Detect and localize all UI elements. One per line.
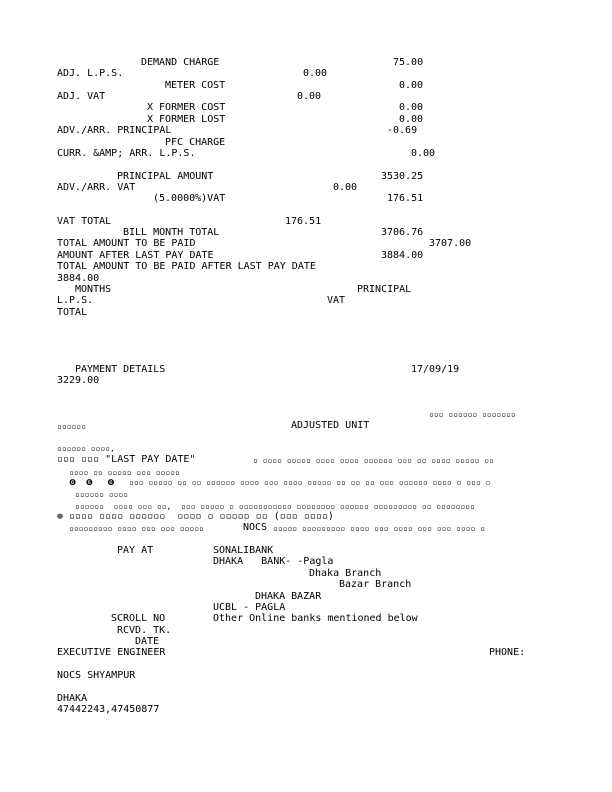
total-after-last-date-value: 3884.00 [57, 273, 100, 284]
office-name: NOCS SHYAMPUR [57, 670, 136, 681]
meter-cost-value: 0.00 [399, 80, 424, 91]
after-last-date-label: AMOUNT AFTER LAST PAY DATE [57, 250, 214, 261]
garbled-line-g: ❁ ▫▫▫▫ ▫▫▫▫ ▫▫▫▫▫▫ ▫▫▫▫ ▫ ▫▫▫▫▫ ▫▫ (▫▫▫ ▫▫▫▫) [57, 511, 334, 522]
garbled-line-h-suffix: ▫▫▫▫▫ ▫▫▫▫▫▫▫▫▫ ▫▫▫▫ ▫▫▫ ▫▫▫▫ ▫▫▫ ▫▫▫ ▫▫▫▫ ▫ [273, 524, 485, 533]
garbled-line-b-suffix: ▫ ▫▫▫▫ ▫▫▫▫▫ ▫▫▫▫ ▫▫▫▫ ▫▫▫▫▫▫ ▫▫▫ ▫▫ ▫▫▫▫ ▫▫▫▫▫ ▫▫ [253, 456, 494, 465]
months-header: MONTHS [75, 284, 112, 295]
total-to-pay-value: 3707.00 [429, 238, 472, 249]
office-phones: 47442243,47450877 [57, 704, 160, 715]
adj-lps-value: 0.00 [303, 68, 328, 79]
bill-month-total-label: BILL MONTH TOTAL [123, 227, 220, 238]
vat-rate-label: (5.0000%)VAT [153, 193, 226, 204]
bank-dhaka-bazar: DHAKA BAZAR [255, 591, 322, 602]
executive-engineer-label: EXECUTIVE ENGINEER [57, 647, 166, 658]
x-former-cost-value: 0.00 [399, 102, 424, 113]
lps-header: L.P.S. [57, 295, 94, 306]
adv-arr-vat-label: ADV./ARR. VAT [57, 182, 136, 193]
scroll-no-label: SCROLL NO [111, 613, 166, 624]
garbled-line-c: ▫▫▫▫ ▫▫ ▫▫▫▫▫ ▫▫▫ ▫▫▫▫▫ [69, 468, 180, 477]
garbled-line-a: ▫▫▫▫▫▫ ▫▫▫▫, [57, 444, 115, 453]
vat-rate-value: 176.51 [387, 193, 424, 204]
garbled-header-right: ▫▫▫ ▫▫▫▫▫▫ ▫▫▫▫▫▫▫ [429, 410, 516, 419]
garbled-line-h-prefix: ▫▫▫▫▫▫▫▫▫ ▫▫▫▫ ▫▫▫ ▫▫▫ ▫▫▫▫▫ [69, 524, 204, 533]
adv-arr-vat-value: 0.00 [333, 182, 358, 193]
adj-vat-value: 0.00 [297, 91, 322, 102]
adv-arr-principal-label: ADV./ARR. PRINCIPAL [57, 125, 172, 136]
date-label: DATE [135, 636, 160, 647]
adj-lps-label: ADJ. L.P.S. [57, 68, 124, 79]
principal-amount-value: 3530.25 [381, 171, 424, 182]
adv-arr-principal-value: -0.69 [387, 125, 418, 136]
demand-charge-value: 75.00 [393, 57, 424, 68]
payment-amount: 3229.00 [57, 375, 100, 386]
bill-month-total-value: 3706.76 [381, 227, 424, 238]
nocs-label: NOCS [243, 522, 268, 533]
pay-at-label: PAY AT [117, 545, 154, 556]
meter-cost-label: METER COST [165, 80, 226, 91]
bank-dhaka: DHAKA BANK- -Pagla [213, 556, 334, 567]
rcvd-tk-label: RCVD. TK. [117, 625, 172, 636]
x-former-cost-label: X FORMER COST [147, 102, 226, 113]
principal-amount-label: PRINCIPAL AMOUNT [117, 171, 214, 182]
vat-total-label: VAT TOTAL [57, 216, 112, 227]
total-after-last-date-label: TOTAL AMOUNT TO BE PAID AFTER LAST PAY DATE [57, 261, 316, 272]
adjusted-unit-label: ADJUSTED UNIT [291, 420, 370, 431]
payment-date: 17/09/19 [411, 364, 460, 375]
garbled-line-e: ▫▫▫▫▫▫ ▫▫▫▫ [75, 490, 128, 499]
garbled-header-left: ▫▫▫▫▫▫ [57, 422, 86, 431]
other-banks-note: Other Online banks mentioned below [213, 613, 418, 624]
garbled-line-d: ❻ ❻ ❻ ▫▫▫ ▫▫▫▫▫ ▫▫ ▫▫ ▫▫▫▫▫▫ ▫▫▫▫ ▫▫▫ ▫▫▫▫ ▫▫▫▫▫ ▫▫ ▫▫ ▫▫ ▫▫▫ ▫▫▫▫▫▫ ▫▫▫▫ ▫ ▫▫▫ ▫ [69, 478, 491, 487]
branch-bazar: Bazar Branch [339, 579, 412, 590]
vat-header: VAT [327, 295, 346, 306]
bank-sonali: SONALIBANK [213, 545, 274, 556]
phone-label: PHONE: [489, 647, 526, 658]
garbled-line-b-prefix: ▫▫▫ ▫▫▫ "LAST PAY DATE" [57, 454, 196, 465]
total-to-pay-label: TOTAL AMOUNT TO BE PAID [57, 238, 196, 249]
adj-vat-label: ADJ. VAT [57, 91, 106, 102]
bank-ucbl: UCBL - PAGLA [213, 602, 286, 613]
office-city: DHAKA [57, 693, 88, 704]
x-former-lost-label: X FORMER LOST [147, 114, 226, 125]
curr-arr-lps-label: CURR. &AMP; ARR. L.P.S. [57, 148, 196, 159]
total-header: TOTAL [57, 307, 88, 318]
pfc-charge-label: PFC CHARGE [165, 137, 226, 148]
after-last-date-value: 3884.00 [381, 250, 424, 261]
payment-details-title: PAYMENT DETAILS [75, 364, 166, 375]
vat-total-value: 176.51 [285, 216, 322, 227]
garbled-line-f: ▫▫▫▫▫▫ ▫▫▫▫ ▫▫▫ ▫▫, ▫▫▫ ▫▫▫▫▫ ▫ ▫▫▫▫▫▫▫▫▫▫▫ ▫▫▫▫▫▫▫▫ ▫▫▫▫▫▫ ▫▫▫▫▫▫▫▫▫ ▫▫ ▫▫▫▫▫▫▫▫ [75, 502, 475, 511]
demand-charge-label: DEMAND CHARGE [141, 57, 220, 68]
x-former-lost-value: 0.00 [399, 114, 424, 125]
branch-dhaka: Dhaka Branch [309, 568, 382, 579]
principal-header: PRINCIPAL [357, 284, 412, 295]
curr-arr-lps-value: 0.00 [411, 148, 436, 159]
